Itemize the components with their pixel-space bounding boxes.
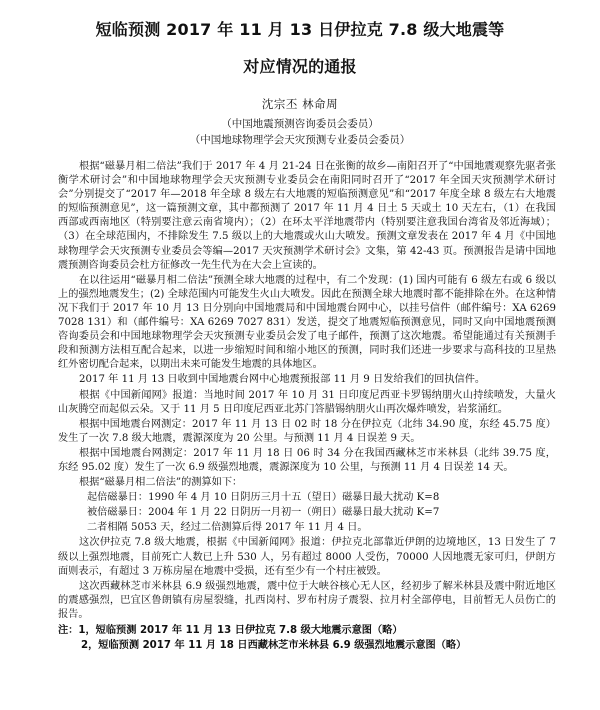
paragraph-9: 这次西藏林芝市米林县 6.9 级强烈地震，震中位于大峡谷核心无人区，经初步了解米林县及震中附近地区的震感强烈，巴宜区鲁朗镇有房屋裂缝，扎西岗村、罗布村房子震裂、拉月村全部停电，目前暂无人员伤亡的报告。: [58, 580, 556, 620]
note-1: 注：1，短临预测 2017 年 11 月 13 日伊拉克 7.8 级大地震示意图（略）: [58, 625, 403, 636]
paragraph-5: 根据中国地震台网测定：2017 年 11 月 13 日 02 时 18 分在伊拉克（北纬 34.90 度，东经 45.75 度）发生了一次 7.8 级大地震，震源深度为 20 公里。与预测 11 月 4 日误差 9 天。: [58, 418, 556, 444]
authors: 沈宗丕 林命周: [261, 97, 339, 111]
title-line-2: 对应情况的通报: [243, 57, 357, 76]
notes: [58, 624, 556, 653]
affiliation-2: （中国地球物理学会天灾预测专业委员会委员）: [189, 134, 411, 146]
paragraph-2: 在以往运用“磁暴月相二倍法”预测全球大地震的过程中，有二个发现：(1) 国内可能有 6 级左右或 6 级以上的强烈地震发生；(2) 全球范围内可能发生火山大喷发。因此在预测全球大地震时都不能排除在外。在这种情况下我们于 2017 年 10 月 13 日分别向中国地震局和中国地震台网中心，以挂号信件（邮件编号：XA 6269 7028 131）和（邮件编号：XA 6269 7027 831）发送，提交了地震短临预测意见，同时又向中国地震预测咨询委员会和中国地球物理学会天灾预测专业委员会发了电子邮件，预测了这次地震。希望能通过有关预测手段和预测方法相互配合起来，以进一步缩短时间和缩小地区的预测，同时我们还进一步要求与高科技的卫星热红外密切配合起来，以期出未来可能发生地震的具体地区。: [58, 274, 556, 371]
calc-line-2: 被倍磁暴日：2004 年 1 月 22 日阴历一月初一（朔日）磁暴日最大扰动 K=7: [87, 507, 440, 519]
paragraph-4: 根据《中国新闻网》报道：当地时间 2017 年 10 月 31 日印度尼西亚卡罗锡纳朋火山持续喷发，大量火山灰腾空而起似云朵。又于 11 月 5 日印度尼西亚北苏门答腊锡纳朋火山再次爆炸喷发，岩浆涌红。: [58, 389, 556, 415]
calc-line-1: 起倍磁暴日：1990 年 4 月 10 日阴历三月十五（望日）磁暴日最大扰动 K=8: [87, 492, 440, 504]
title-line-1: 短临预测 2017 年 11 月 13 日伊拉克 7.8 级大地震等: [95, 20, 505, 39]
paragraph-1: 根据“磁暴月相二倍法”我们于 2017 年 4 月 21-24 日在张衡的故乡—南阳召开了“中国地震观察先驱者张衡学术研讨会”和中国地球物理学会天灾预测专业委员会在南阳同时召开了“2017 年全国天灾预测学术研讨会”分别提交了“2017 年—2018 年全球 8 级左右大地震的短临预测意见”和“2017 年度全球 8 级左右大地震的短临预测意见”，这一篇预测文章，其中都预测了 2017 年 11 月 4 日土 5 天或土 10 天左右，（1）在我国西部或西南地区（特别要注意云南省境内）；（2）在环太平洋地震带内（特别要注意我国台湾省及邻近海域）；（3）在全球范围内，不排除发生 7.5 级以上的大地震或火山大喷发。预测文章发表在 2017 年 4 月《中国地球物理学会天灾预测专业委员会等编—2017 天灾预测学术研讨会》文集，第 42-43 页。预测报告是请中国地震预测咨询委员会杜方征修改一先生代为在大会上宣读的。: [58, 161, 556, 271]
body-text: [58, 160, 556, 653]
paragraph-6: 根据中国地震台网测定：2017 年 11 月 18 日 06 时 34 分在我国西藏林芝市米林县（北纬 39.75 度，东经 95.02 度）发生了一次 6.9 级强烈地震，震源深度为 10 公里，与预测 11 月 4 日误差 14 天。: [58, 447, 556, 473]
paragraph-3: 2017 年 11 月 13 日收到中国地震台网中心地震预报部 11 月 9 日发给我们的回执信件。: [79, 374, 486, 386]
calc-line-3: 二者相隔 5053 天，经过二倍测算后得 2017 年 11 月 4 日。: [87, 522, 368, 534]
paragraph-7: 根据“磁暴月相二倍法”的测算如下：: [79, 477, 243, 489]
paragraph-8: 这次伊拉克 7.8 级大地震，根据《中国新闻网》报道：伊拉克北部靠近伊朗的边境地区，13 日发生了 7 级以上强烈地震，目前死亡人数已上升 530 人，另有超过 8000 人受伤，70000 人因地震无家可归，伊朗方面则表示，有超过 3 万栋房屋在地震中受损，还有至少有一个村庄被毁。: [58, 537, 556, 577]
affiliation-1: （中国地震预测咨询委员会委员）: [221, 118, 379, 130]
note-2: 2，短临预测 2017 年 11 月 18 日西藏林芝市米林县 6.9 级强烈地震示意图（略）: [81, 639, 467, 651]
